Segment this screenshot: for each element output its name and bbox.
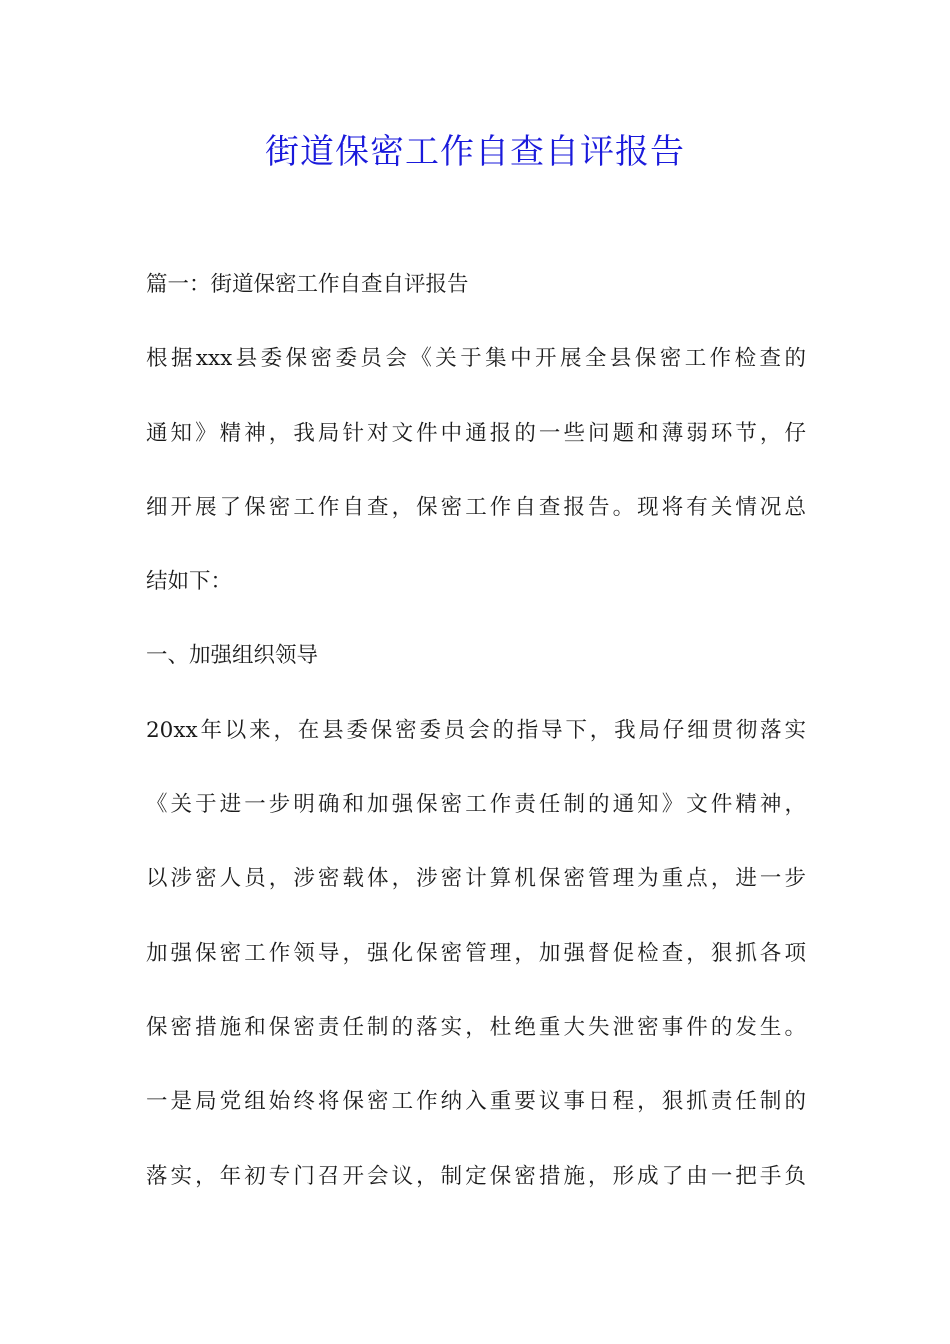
paragraph-line: 结如下：	[146, 569, 233, 595]
paragraph-line: 细开展了保密工作自查，保密工作自查报告。现将有关情况总	[146, 494, 806, 520]
paragraph-line: 以涉密人员，涉密载体，涉密计算机保密管理为重点，进一步	[146, 866, 806, 892]
paragraph-line: 保密措施和保密责任制的落实，杜绝重大失泄密事件的发生。	[146, 1014, 806, 1040]
paragraph-line: 根据xxx县委保密委员会《关于集中开展全县保密工作检查的	[146, 346, 806, 372]
paragraph-line: 一是局党组始终将保密工作纳入重要议事日程，狠抓责任制的	[146, 1089, 806, 1115]
paragraph-line: 加强保密工作领导，强化保密管理，加强督促检查，狠抓各项	[146, 940, 806, 966]
section-heading: 一、加强组织领导	[146, 643, 319, 669]
paragraph-line: 《关于进一步明确和加强保密工作责任制的通知》文件精神，	[146, 792, 806, 818]
paragraph-line: 20xx年以来，在县委保密委员会的指导下，我局仔细贯彻落实	[146, 717, 806, 743]
document-body	[146, 262, 806, 1228]
section-heading: 篇一：街道保密工作自查自评报告	[146, 272, 469, 297]
document-title: 街道保密工作自查自评报告	[265, 132, 685, 172]
paragraph-line: 通知》精神，我局针对文件中通报的一些问题和薄弱环节，仔	[146, 420, 806, 446]
paragraph-line: 落实，年初专门召开会议，制定保密措施，形成了由一把手负	[146, 1163, 806, 1189]
